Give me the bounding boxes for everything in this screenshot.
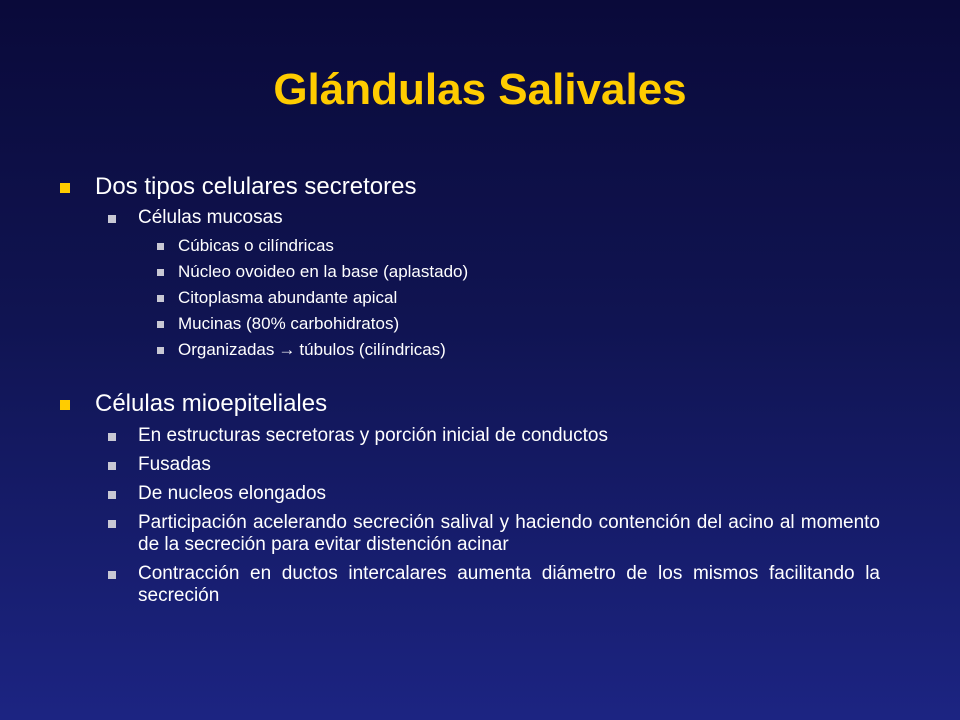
bullet-text: Cúbicas o cilíndricas bbox=[178, 236, 334, 255]
bullet-item-myoepithelial-cells bbox=[60, 390, 880, 418]
bullet-text-before-arrow: Organizadas bbox=[178, 340, 275, 359]
bullet-item-mucous-cytoplasm bbox=[157, 288, 880, 308]
bullet-item-mucous-shape bbox=[157, 236, 880, 256]
right-arrow-icon: → bbox=[278, 340, 296, 359]
bullet-text: Dos tipos celulares secretores bbox=[95, 173, 417, 200]
square-bullet-icon bbox=[60, 400, 70, 410]
square-bullet-icon bbox=[60, 183, 70, 193]
bullet-text: Mucinas (80% carbohidratos) bbox=[178, 314, 400, 333]
bullet-text: De nucleos elongados bbox=[138, 483, 327, 504]
bullet-item-myoepithelial-function bbox=[108, 512, 880, 556]
square-bullet-icon bbox=[157, 321, 164, 328]
square-bullet-icon bbox=[108, 520, 116, 528]
bullet-text: Citoplasma abundante apical bbox=[178, 288, 398, 307]
square-bullet-icon bbox=[157, 269, 164, 276]
bullet-text: Células mioepiteliales bbox=[95, 390, 328, 417]
square-bullet-icon bbox=[157, 347, 164, 354]
bullet-item-organized-tubules bbox=[157, 340, 880, 360]
slide-title: Glándulas Salivales bbox=[273, 65, 687, 114]
square-bullet-icon bbox=[108, 462, 116, 470]
square-bullet-icon bbox=[157, 243, 164, 250]
bullet-text: Núcleo ovoideo en la base (aplastado) bbox=[178, 262, 469, 281]
bullet-text: Células mucosas bbox=[138, 207, 283, 228]
square-bullet-icon bbox=[157, 295, 164, 302]
bullet-item-myoepithelial-location bbox=[108, 425, 880, 447]
bullet-text: Participación acelerando secreción salival y haciendo contención del acino al momento de la secreción para evitar distención acinar bbox=[138, 512, 880, 555]
bullet-item-mucous-nucleus bbox=[157, 262, 880, 282]
bullet-item-mucins bbox=[157, 314, 880, 334]
bullet-item-myoepithelial-fusiform bbox=[108, 454, 880, 476]
square-bullet-icon bbox=[108, 491, 116, 499]
bullet-text: Contracción en ductos intercalares aumenta diámetro de los mismos facilitando la secreción bbox=[138, 563, 880, 606]
bullet-text-after-arrow: túbulos (cilíndricas) bbox=[299, 340, 446, 359]
bullet-item-secretory-cell-types bbox=[60, 173, 880, 201]
bullet-item-mucous-cells bbox=[108, 207, 880, 229]
slide-content bbox=[60, 170, 880, 607]
square-bullet-icon bbox=[108, 215, 116, 223]
square-bullet-icon bbox=[108, 433, 116, 441]
bullet-item-myoepithelial-nuclei bbox=[108, 483, 880, 505]
bullet-text: En estructuras secretoras y porción inicial de conductos bbox=[138, 425, 608, 446]
bullet-text: Fusadas bbox=[138, 454, 211, 475]
square-bullet-icon bbox=[108, 571, 116, 579]
bullet-item-myoepithelial-contraction bbox=[108, 563, 880, 607]
